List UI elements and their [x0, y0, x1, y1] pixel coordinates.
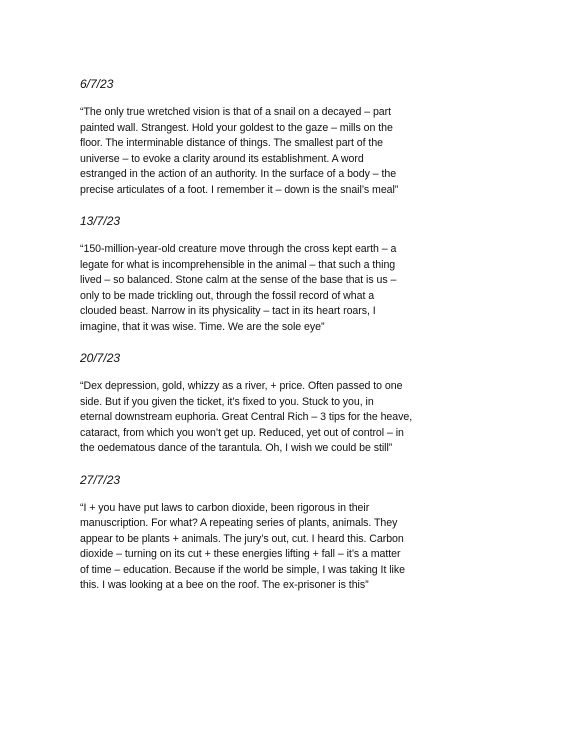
text-line: of time – education. Because if the world be simple, I was taking It like	[80, 563, 405, 576]
entry-date: 6/7/23	[80, 77, 114, 91]
text-line: dioxide – turning on its cut + these energies lifting + fall – it’s a matter	[80, 548, 401, 560]
entry-date: 13/7/23	[80, 214, 121, 228]
text-line: the oedematous dance of the tarantula. Oh, I wish we could be still”	[80, 442, 393, 454]
journal-content	[80, 77, 450, 610]
text-line: precise articulates of a foot. I remember it – down is the snail’s meal”	[80, 183, 399, 196]
entry-text	[80, 105, 450, 198]
text-line: appear to be plants + animals. The jury’s out, cut. I heard this. Carbon	[80, 532, 404, 545]
journal-entry	[80, 77, 450, 198]
text-line: floor. The interminable distance of things. The smallest part of the	[80, 137, 384, 149]
entry-text	[80, 379, 450, 457]
text-line: imagine, that it was wise. Time. We are the sole eye”	[80, 320, 325, 333]
text-line: this. I was looking at a bee on the roof. The ex-prisoner is this”	[80, 579, 369, 591]
text-line: “Dex depression, gold, whizzy as a river, + price. Often passed to one	[80, 380, 403, 392]
entry-date: 20/7/23	[80, 351, 121, 365]
text-line: painted wall. Strangest. Hold your goldest to the gaze – mills on the	[80, 121, 393, 134]
journal-entry	[80, 214, 450, 335]
entry-date: 27/7/23	[80, 472, 121, 487]
journal-entry	[80, 473, 450, 594]
text-line: “150-million-year-old creature move through the cross kept earth – a	[80, 243, 397, 255]
text-line: cataract, from which you won’t get up. Reduced, yet out of control – in	[80, 426, 404, 439]
text-line: estranged in the action of an authority. In the surface of a body – the	[80, 168, 397, 180]
text-line: lived – so balanced. Stone calm at the sense of the base that is us –	[80, 274, 397, 286]
text-line: “I + you have put laws to carbon dioxide, been rigorous in their	[80, 501, 370, 514]
entry-text	[80, 242, 450, 335]
text-line: side. But if you given the ticket, it’s fixed to you. Stuck to you, in	[80, 395, 374, 408]
text-line: clouded beast. Narrow in its physicality – tact in its heart roars, I	[80, 305, 376, 317]
text-line: universe – to evoke a clarity around its establishment. A word	[80, 152, 364, 165]
text-line: “The only true wretched vision is that of a snail on a decayed – part	[80, 106, 392, 118]
text-line: legate for what is incomprehensible in the animal – that such a thing	[80, 258, 396, 271]
journal-entry	[80, 351, 450, 457]
text-line: manuscription. For what? A repeating series of plants, animals. They	[80, 517, 398, 529]
text-line: only to be made trickling out, through the fossil record of what a	[80, 289, 375, 302]
text-line: eternal downstream euphoria. Great Central Rich – 3 tips for the heave,	[80, 411, 413, 423]
entry-text	[80, 501, 450, 594]
